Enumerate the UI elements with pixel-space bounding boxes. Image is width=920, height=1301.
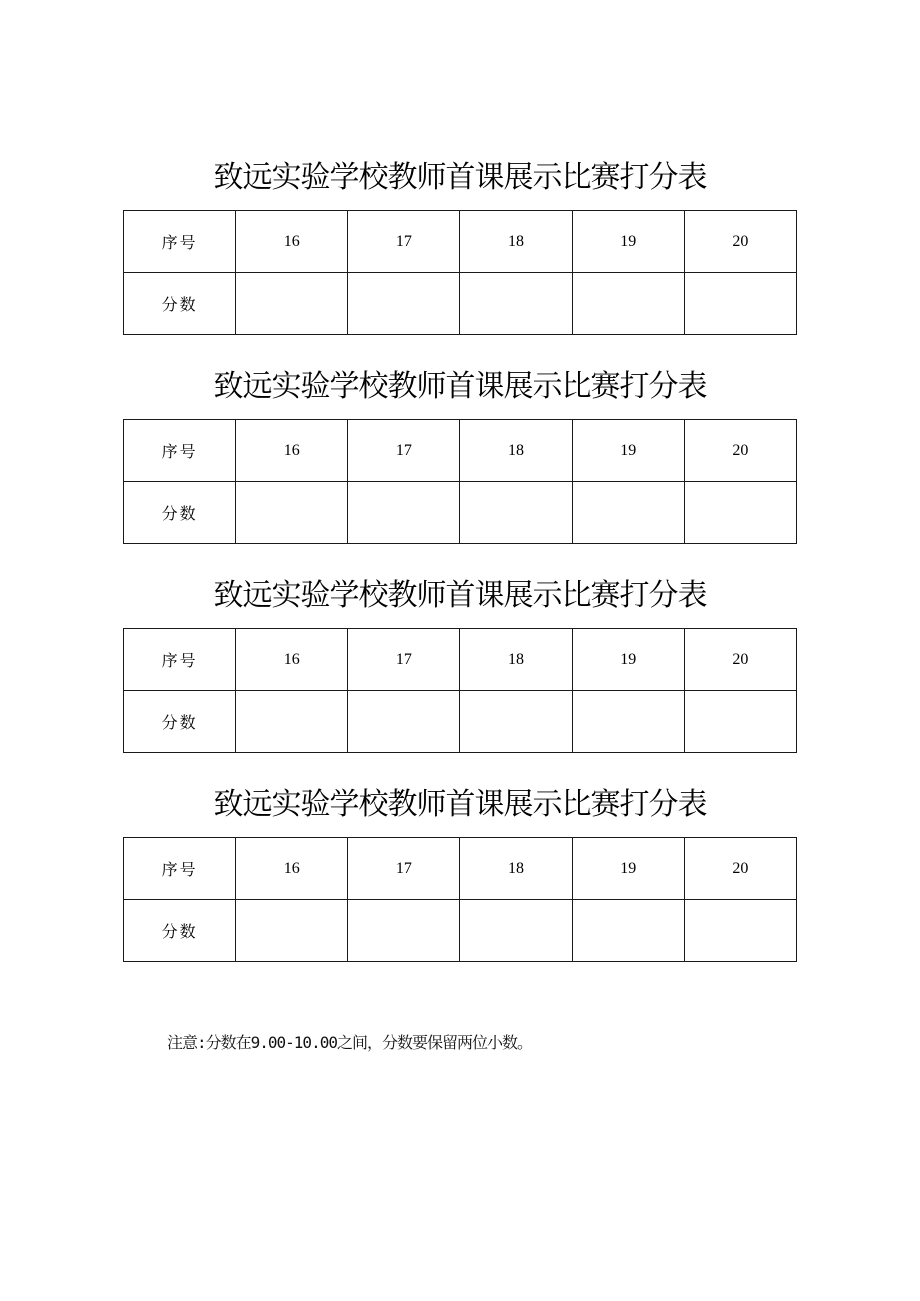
- sheet-title: 致远实验学校教师首课展示比赛打分表: [213, 160, 707, 195]
- score-input-cell[interactable]: [572, 900, 684, 962]
- score-input-cell[interactable]: [684, 900, 796, 962]
- number-cell: 19: [572, 629, 684, 691]
- score-input-cell[interactable]: [236, 482, 348, 544]
- number-cell: 18: [460, 838, 572, 900]
- row-label-score: 分数: [124, 273, 236, 335]
- table-row-score: [124, 900, 797, 962]
- number-cell: 16: [236, 629, 348, 691]
- score-input-cell[interactable]: [460, 900, 572, 962]
- score-table: [123, 628, 797, 753]
- score-table: [123, 210, 797, 335]
- number-cell: 17: [348, 420, 460, 482]
- table-row-score: [124, 482, 797, 544]
- number-cell: 19: [572, 211, 684, 273]
- table-row-number: [124, 420, 797, 482]
- score-input-cell[interactable]: [236, 691, 348, 753]
- number-cell: 18: [460, 211, 572, 273]
- sheet-title: 致远实验学校教师首课展示比赛打分表: [213, 578, 707, 613]
- number-cell: 20: [684, 838, 796, 900]
- score-input-cell[interactable]: [460, 691, 572, 753]
- number-cell: 19: [572, 420, 684, 482]
- row-label-score: 分数: [124, 482, 236, 544]
- score-input-cell[interactable]: [684, 482, 796, 544]
- score-table: [123, 419, 797, 544]
- row-label-number: 序号: [124, 211, 236, 273]
- score-input-cell[interactable]: [236, 900, 348, 962]
- number-cell: 16: [236, 420, 348, 482]
- score-input-cell[interactable]: [572, 691, 684, 753]
- score-input-cell[interactable]: [348, 900, 460, 962]
- scoring-note: 注意:分数在9.00-10.00之间，分数要保留两位小数。: [167, 1033, 532, 1052]
- score-input-cell[interactable]: [572, 482, 684, 544]
- sheet-title: 致远实验学校教师首课展示比赛打分表: [213, 369, 707, 404]
- row-label-number: 序号: [124, 629, 236, 691]
- number-cell: 17: [348, 211, 460, 273]
- row-label-number: 序号: [124, 420, 236, 482]
- row-label-score: 分数: [124, 691, 236, 753]
- score-input-cell[interactable]: [348, 482, 460, 544]
- number-cell: 17: [348, 629, 460, 691]
- number-cell: 20: [684, 420, 796, 482]
- table-row-number: [124, 838, 797, 900]
- score-input-cell[interactable]: [348, 273, 460, 335]
- score-input-cell[interactable]: [460, 482, 572, 544]
- number-cell: 16: [236, 838, 348, 900]
- table-row-number: [124, 211, 797, 273]
- score-input-cell[interactable]: [572, 273, 684, 335]
- number-cell: 19: [572, 838, 684, 900]
- sheet-title: 致远实验学校教师首课展示比赛打分表: [213, 787, 707, 822]
- number-cell: 16: [236, 211, 348, 273]
- score-input-cell[interactable]: [684, 273, 796, 335]
- number-cell: 17: [348, 838, 460, 900]
- number-cell: 18: [460, 420, 572, 482]
- score-input-cell[interactable]: [684, 691, 796, 753]
- table-row-score: [124, 691, 797, 753]
- score-input-cell[interactable]: [348, 691, 460, 753]
- number-cell: 18: [460, 629, 572, 691]
- number-cell: 20: [684, 211, 796, 273]
- score-input-cell[interactable]: [460, 273, 572, 335]
- score-table: [123, 837, 797, 962]
- table-row-number: [124, 629, 797, 691]
- row-label-score: 分数: [124, 900, 236, 962]
- number-cell: 20: [684, 629, 796, 691]
- score-input-cell[interactable]: [236, 273, 348, 335]
- row-label-number: 序号: [124, 838, 236, 900]
- table-row-score: [124, 273, 797, 335]
